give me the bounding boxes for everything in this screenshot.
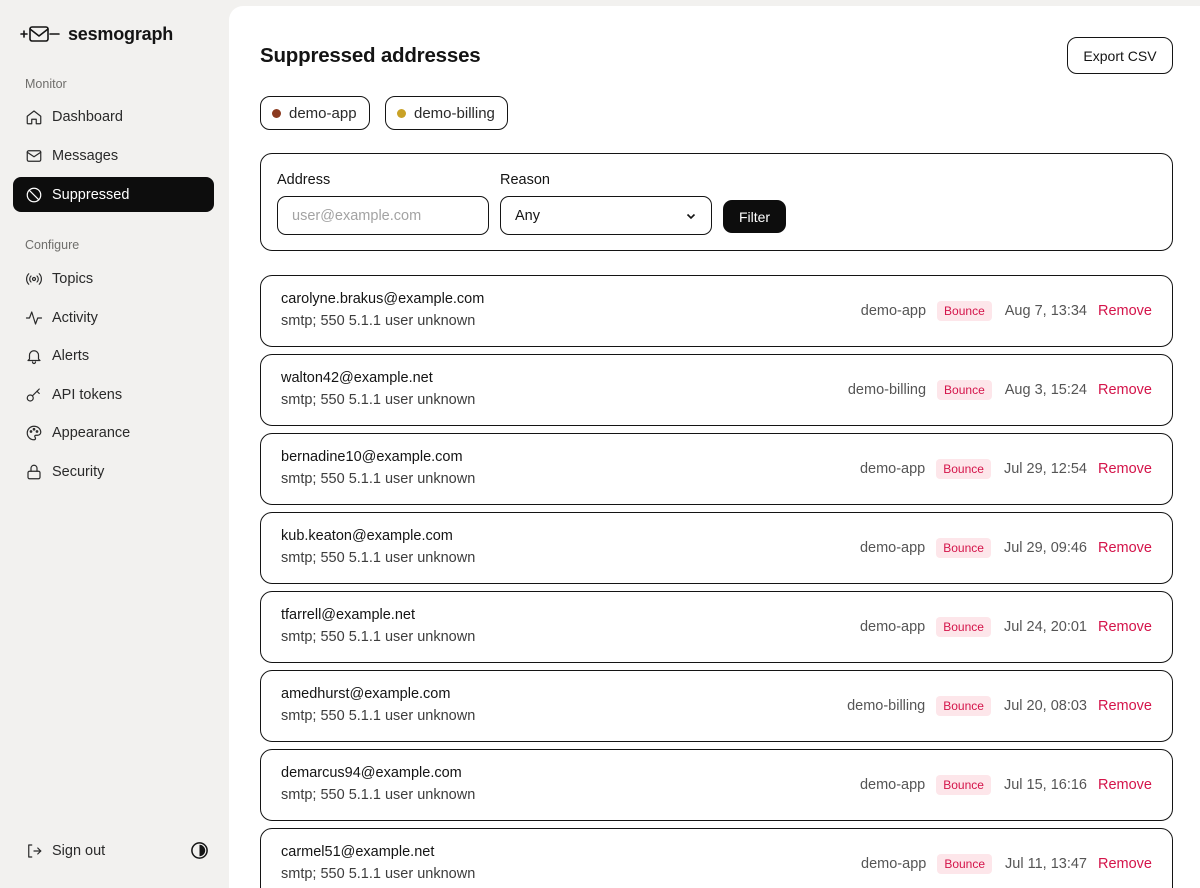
chip-color-dot <box>272 109 281 118</box>
row-reason: smtp; 550 5.1.1 user unknown <box>281 708 476 724</box>
row-reason: smtp; 550 5.1.1 user unknown <box>281 392 476 408</box>
home-icon <box>25 108 43 126</box>
row-address: carolyne.brakus@example.com <box>281 291 485 307</box>
sidebar-item-topics[interactable] <box>13 261 214 296</box>
row-address: amedhurst@example.com <box>281 686 451 702</box>
sidebar-item-api-tokens[interactable] <box>13 377 214 412</box>
row-app: demo-app <box>859 776 926 793</box>
filter-button[interactable]: Filter <box>723 200 786 233</box>
logo-icon <box>20 23 60 45</box>
remove-button[interactable]: Remove <box>1098 697 1152 714</box>
row-address: demarcus94@example.com <box>281 765 462 781</box>
reason-selected-value: Any <box>515 207 540 224</box>
reason-select[interactable] <box>500 196 712 235</box>
row-address: carmel51@example.net <box>281 844 435 860</box>
table-row <box>260 512 1173 584</box>
row-timestamp: Jul 11, 13:47 <box>1005 855 1087 872</box>
row-app: demo-app <box>859 460 926 477</box>
row-app: demo-app <box>860 302 927 319</box>
app-chip-demo-app[interactable] <box>260 96 370 130</box>
sidebar-item-messages[interactable] <box>13 138 214 173</box>
row-app: demo-app <box>859 618 926 635</box>
sign-out-button[interactable] <box>13 833 163 868</box>
row-meta <box>860 434 1152 503</box>
row-timestamp: Jul 24, 20:01 <box>1003 618 1087 635</box>
row-timestamp: Jul 20, 08:03 <box>1003 697 1087 714</box>
remove-button[interactable]: Remove <box>1098 460 1152 477</box>
chip-color-dot <box>397 109 406 118</box>
row-reason: smtp; 550 5.1.1 user unknown <box>281 550 476 566</box>
export-csv-button[interactable]: Export CSV <box>1067 37 1173 74</box>
address-label: Address <box>277 172 331 188</box>
chip-label: demo-app <box>289 104 357 122</box>
lock-icon <box>25 463 43 481</box>
row-reason: smtp; 550 5.1.1 user unknown <box>281 787 476 803</box>
sidebar-item-label: Dashboard <box>52 108 123 125</box>
row-timestamp: Jul 15, 16:16 <box>1003 776 1087 793</box>
theme-toggle-icon[interactable] <box>190 841 209 860</box>
activity-icon <box>25 309 43 327</box>
row-timestamp: Aug 3, 15:24 <box>1004 381 1087 398</box>
sidebar-item-security[interactable] <box>13 454 214 489</box>
row-app: demo-billing <box>847 381 927 398</box>
table-row <box>260 433 1173 505</box>
row-timestamp: Aug 7, 13:34 <box>1004 302 1087 319</box>
sidebar-item-label: Messages <box>52 147 119 164</box>
status-badge: Bounce <box>937 854 992 874</box>
row-timestamp: Jul 29, 09:46 <box>1003 539 1087 556</box>
table-row <box>260 828 1173 888</box>
row-address: kub.keaton@example.com <box>281 528 453 544</box>
status-badge: Bounce <box>936 696 991 716</box>
reason-label: Reason <box>500 172 550 188</box>
sidebar-item-label: Activity <box>52 309 98 326</box>
row-reason: smtp; 550 5.1.1 user unknown <box>281 866 476 882</box>
sidebar-item-suppressed[interactable] <box>13 177 214 212</box>
remove-button[interactable]: Remove <box>1098 776 1152 793</box>
palette-icon <box>25 424 43 442</box>
sidebar-item-dashboard[interactable] <box>13 99 214 134</box>
status-badge: Bounce <box>936 538 991 558</box>
row-reason: smtp; 550 5.1.1 user unknown <box>281 471 476 487</box>
row-meta <box>848 355 1152 424</box>
status-badge: Bounce <box>936 459 991 479</box>
status-badge: Bounce <box>936 617 991 637</box>
sidebar-item-label: Topics <box>52 270 94 287</box>
chip-label: demo-billing <box>414 104 495 122</box>
sign-out-icon <box>25 842 43 860</box>
sidebar-item-appearance[interactable] <box>13 415 214 450</box>
row-meta <box>861 276 1152 345</box>
sidebar <box>0 0 228 888</box>
remove-button[interactable]: Remove <box>1098 381 1152 398</box>
sidebar-item-label: Suppressed <box>52 186 130 203</box>
row-timestamp: Jul 29, 12:54 <box>1003 460 1087 477</box>
main-panel <box>229 6 1200 888</box>
table-row <box>260 275 1173 347</box>
sidebar-item-label: API tokens <box>52 386 123 403</box>
row-meta <box>860 750 1152 819</box>
row-app: demo-billing <box>847 697 926 714</box>
row-address: walton42@example.net <box>281 370 433 386</box>
table-row <box>260 670 1173 742</box>
chevron-down-icon <box>685 210 697 222</box>
row-reason: smtp; 550 5.1.1 user unknown <box>281 313 476 329</box>
remove-button[interactable]: Remove <box>1098 302 1152 319</box>
broadcast-icon <box>25 270 43 288</box>
section-label-configure: Configure <box>25 238 80 252</box>
sidebar-item-label: Alerts <box>52 347 90 364</box>
key-icon <box>25 386 43 404</box>
brand[interactable] <box>20 22 173 46</box>
sidebar-item-activity[interactable] <box>13 300 214 335</box>
ban-icon <box>25 186 43 204</box>
status-badge: Bounce <box>937 380 992 400</box>
bell-icon <box>25 347 43 365</box>
row-app: demo-app <box>861 855 927 872</box>
sidebar-item-alerts[interactable] <box>13 338 214 373</box>
row-meta <box>861 829 1152 888</box>
sidebar-item-label: Security <box>52 463 105 480</box>
row-meta <box>847 671 1152 740</box>
row-address: bernadine10@example.com <box>281 449 463 465</box>
table-row <box>260 591 1173 663</box>
sign-out-label: Sign out <box>52 842 106 859</box>
row-address: tfarrell@example.net <box>281 607 415 623</box>
brand-name: sesmograph <box>68 23 174 44</box>
section-label-monitor: Monitor <box>25 77 67 91</box>
app-chip-demo-billing[interactable] <box>385 96 508 130</box>
row-app: demo-app <box>859 539 926 556</box>
row-meta <box>860 513 1152 582</box>
status-badge: Bounce <box>936 775 991 795</box>
remove-button[interactable]: Remove <box>1098 539 1152 556</box>
row-reason: smtp; 550 5.1.1 user unknown <box>281 629 476 645</box>
table-row <box>260 354 1173 426</box>
status-badge: Bounce <box>937 301 992 321</box>
address-input[interactable] <box>277 196 489 235</box>
table-row <box>260 749 1173 821</box>
page-title: Suppressed addresses <box>260 44 481 67</box>
remove-button[interactable]: Remove <box>1098 618 1152 635</box>
mail-icon <box>25 147 43 165</box>
filter-panel <box>260 153 1173 251</box>
sidebar-item-label: Appearance <box>52 424 131 441</box>
row-meta <box>860 592 1152 661</box>
remove-button[interactable]: Remove <box>1098 855 1152 872</box>
